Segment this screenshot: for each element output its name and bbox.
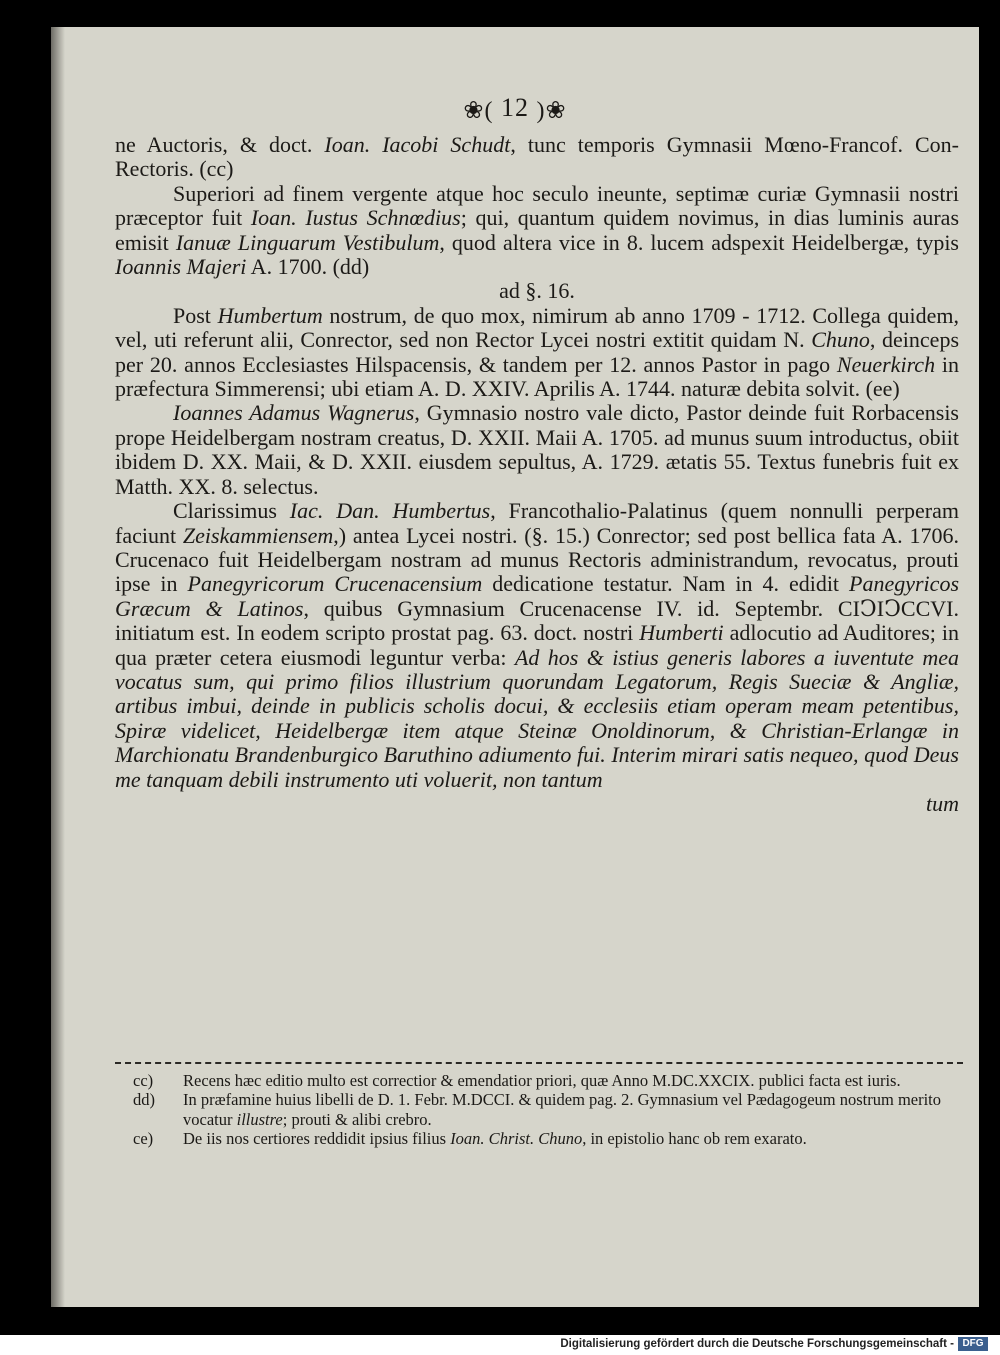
italic-segment: illustre — [236, 1109, 283, 1129]
paragraph — [115, 182, 959, 280]
footnote-text — [183, 1090, 963, 1129]
italic-segment: Ioan. Iacobi Schudt — [324, 132, 511, 157]
italic-segment: Chuno — [811, 327, 870, 353]
text-segment: Post — [173, 302, 218, 328]
italic-segment: Ad hos & istius generis labores a iuventute mea vocatus sum, qui primo filios illustrium quorundam Legatorum, Regis Sueciæ & Angliæ, artibus imbui, deinde in publicis scholis docui, & ecclesiis etiam operam meam petentibus, Spiræ videlicet, Heidelbergæ item atque Steinæ Onoldinorum, & Christian-Erlangæ in Marchionatu Brandenburgico Baruthino adiumento fui. Interim mirari satis nequeo, quod Deus me tanquam debili instrumento uti voluerit, non tantum — [115, 644, 959, 792]
text-segment: A. 1700. (dd) — [246, 254, 370, 280]
section-heading — [115, 279, 959, 303]
text-segment: , deinceps per 20. annos Ecclesiastes Hilspacensis, & tandem per 12. annos Pastor in pago — [115, 327, 960, 377]
italic-segment: Humbertum — [217, 302, 323, 328]
footnote-text — [183, 1129, 963, 1148]
text-segment: , quod altera vice in 8. lucem adspexit Heidelbergæ, typis — [439, 229, 959, 255]
italic-segment: Ianuæ Linguarum Vestibulum — [175, 229, 440, 255]
italic-segment: Panegyricos Græcum & Latinos — [115, 571, 959, 621]
text-segment: , quibus Gymnasium Crucenacense IV. id. Septembr. CIↃIↃCCVI. initiatum est. In eodem scripto prostat pag. 63. doct. nostri — [115, 595, 959, 646]
italic-segment: Neuerkirch — [836, 351, 936, 377]
paragraph — [115, 499, 959, 792]
text-segment: ne Auctoris, & doct. — [115, 132, 325, 157]
ornament-right: )❀ — [536, 97, 567, 124]
italic-segment: Panegyricorum Crucenacensium — [187, 571, 483, 597]
footnote — [133, 1090, 963, 1129]
italic-segment: Ioannis Majeri — [115, 254, 247, 280]
paragraph — [115, 401, 959, 499]
footnote — [133, 1129, 963, 1148]
footnote-rule — [115, 1062, 963, 1064]
funding-notice: Digitalisierung gefördert durch die Deutsche Forschungsgemeinschaft - — [560, 1338, 954, 1350]
text-segment: , Gymnasio nostro vale dicto, Pastor deinde fuit Rorbacensis prope Heidelbergam nostram creatus, D. XXII. Maii A. 1705. ad munus suum introductus, obiit ibidem D. XX. Maii, & D. XXII. eiusdem sepultus, A. 1729. ætatis 55. Textus funebris fuit ex Matth. XX. 8. selectus. — [115, 400, 959, 499]
text-segment: In præfamine huius libelli de D. 1. Febr. M.DCCI. & quidem pag. 2. Gymnasium vel Pædagogeum nostrum merito vocatur — [183, 1090, 942, 1129]
ornament-left: ❀( — [463, 97, 494, 124]
italic-segment: Zeiskammiensem — [182, 522, 334, 548]
text-segment: ; prouti & alibi crebro. — [282, 1109, 432, 1129]
digitization-footer — [0, 1335, 1000, 1355]
text-segment: ad §. 16. — [499, 278, 575, 304]
footnote — [133, 1071, 963, 1090]
footnotes — [133, 1071, 963, 1148]
italic-segment: tum — [926, 790, 959, 816]
text-segment: , Francothalio-Palatinus (quem nonnulli perperam faciunt — [115, 498, 959, 548]
main-text — [115, 133, 959, 816]
catchword — [115, 792, 959, 816]
text-segment: adlocutio ad Auditores; in qua præter cetera eiusmodi leguntur verba: — [115, 620, 960, 670]
text-segment: in præfectura Simmerensi; ubi etiam A. D. XXIV. Aprilis A. 1744. naturæ debita solvit. (ee) — [115, 351, 959, 402]
text-segment: Superiori ad finem vergente atque hoc seculo ineunte, septimæ curiæ Gymnasii nostri præceptor fuit — [115, 180, 959, 231]
page-edge-shadow — [51, 27, 65, 1307]
paragraph — [115, 304, 959, 402]
italic-segment: Ioan. Iustus Schnœdius — [250, 205, 461, 231]
text-segment: ; qui, quantum quidem novimus, in dias luminis auras emisit — [115, 205, 960, 255]
text-segment: ,) antea Lycei nostri. (§. 15.) Conrector; sed post bellica fata A. 1706. Crucenaco fuit Heidelbergam nostram ad munus Rectoris administrandum, revocatus, prouti ipse in — [115, 522, 959, 597]
text-segment: , tunc temporis Gymnasii Mœno-Francof. Con-Rectoris. (cc) — [115, 132, 959, 182]
text-segment: De iis nos certiores reddidit ipsius filius — [183, 1128, 451, 1148]
italic-segment: Iac. Dan. Humbertus — [289, 498, 491, 524]
text-segment: Clarissimus — [173, 498, 290, 524]
text-segment: nostrum, de quo mox, nimirum ab anno 1709 - 1712. Collega quidem, vel, uti referunt alii, Conrector, sed non Rector Lycei nostri extitit quidam N. — [115, 302, 959, 353]
italic-segment: Humberti — [639, 620, 724, 646]
footnote-key: ce) — [133, 1128, 154, 1148]
footnote-key: dd) — [133, 1090, 155, 1110]
text-segment: dedicatione testatur. Nam in 4. edidit — [482, 571, 850, 597]
text-segment: , in epistolio hanc ob rem exarato. — [582, 1128, 807, 1148]
italic-segment: Ioannes Adamus Wagnerus — [173, 400, 415, 426]
page-number: 12 — [501, 93, 529, 122]
text-segment: Recens hæc editio multo est correctior & emendatior priori, quæ Anno M.DC.XXCIX. publici facta est iuris. — [183, 1071, 901, 1090]
paragraph — [115, 133, 959, 182]
dfg-logo[interactable]: DFG — [958, 1337, 988, 1351]
page-header — [51, 93, 979, 125]
footnote-text — [183, 1071, 963, 1090]
scanned-page — [51, 27, 979, 1307]
footnote-key: cc) — [133, 1071, 154, 1090]
italic-segment: Ioan. Christ. Chuno — [450, 1128, 583, 1148]
